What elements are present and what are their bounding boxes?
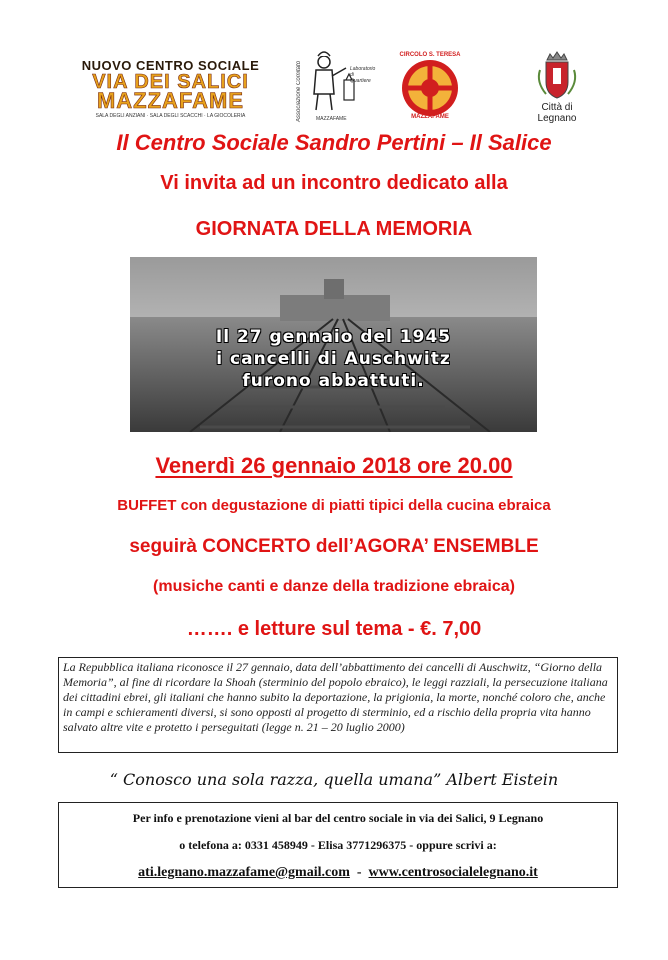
page-title: Il Centro Sociale Sandro Pertini – Il Salice [116, 130, 552, 155]
mazzafame-logo-line1: NUOVO CENTRO SOCIALE [81, 58, 260, 73]
comitato-logo-vertical: Associazione Comitato [296, 60, 302, 122]
buffet-line: BUFFET con degustazione di piatti tipici della cucina ebraica [117, 497, 551, 514]
invite-line: Vi invita ad un incontro dedicato alla [160, 172, 508, 194]
photo-caption [130, 257, 537, 432]
concert-line: seguirà CONCERTO dell’AGORA’ ENSEMBLE [129, 536, 539, 557]
photo-caption-line2: i cancelli di Auschwitz [216, 349, 451, 369]
memory-day-info-text: La Repubblica italiana riconosce il 27 gennaio, data dell’abbattimento dei cancelli di Auschwitz, “Giorno della Memoria”, al fine di ricordare la Shoah (sterminio del popolo ebraico), le leggi razziali, la persecuzione italiana dei cittadini ebrei, gli italiani che hanno subito la deportazione, la prigionia, la morte, nonché coloro che, anche in campi e schieramenti diversi, si sono opposti al progetto di sterminio, ed a rischio della propria vita hanno salvato altre vite e protetto i perseguitati (legge n. 21 – 20 luglio 2000) [63, 660, 608, 734]
photo-caption-line3: furono abbattuti. [242, 371, 425, 391]
chef-figure-icon [296, 46, 376, 124]
circolo-logo-bottom: MAZZAFAME [411, 114, 449, 120]
mazzafame-logo [78, 58, 263, 130]
comitato-logo-sub: Laboratorio di Quartiere [350, 66, 376, 84]
einstein-quote: “ Conosco una sola razza, quella umana” Albert Eistein [109, 770, 559, 789]
contact-separator: - [349, 865, 369, 880]
coat-of-arms-icon [522, 50, 592, 102]
readings-price-line: ……. e letture sul tema - €. 7,00 [186, 618, 482, 640]
comitato-logo-bottom: MAZZAFAME [316, 116, 347, 122]
contact-address: Per info e prenotazione vieni al bar del centro sociale in via dei Salici, 9 Legnano [132, 811, 544, 825]
comitato-logo [296, 46, 376, 124]
logo-strip [0, 40, 668, 124]
mazzafame-logo-line4: SALA DEGLI ANZIANI · SALA DEGLI SCACCHI · LA GIOCOLERIA [95, 113, 246, 119]
event-name: GIORNATA DELLA MEMORIA [195, 218, 473, 240]
contact-phone: o telefona a: 0331 458949 - Elisa 3771296375 - oppure scrivi a: [179, 838, 497, 852]
mazzafame-logo-line3: MAZZAFAME [96, 88, 245, 113]
contact-links [59, 865, 617, 881]
mazzafame-logo-line2: VIA DEI SALICI [92, 71, 249, 93]
website-link[interactable]: www.centrosocialelegnano.it [368, 865, 538, 880]
circolo-logo-top: CIRCOLO S. TERESA [399, 52, 461, 58]
contact-box [58, 802, 618, 888]
memory-day-info-box [58, 657, 618, 753]
email-link[interactable]: ati.legnano.mazzafame@gmail.com [138, 865, 350, 880]
event-date [0, 453, 668, 479]
circolo-logo [389, 48, 471, 126]
event-date-text: Venerdì 26 gennaio 2018 ore 20.00 [155, 453, 513, 478]
legnano-logo [522, 50, 592, 128]
photo-caption-line1: Il 27 gennaio del 1945 [215, 327, 452, 347]
music-line: (musiche canti e danze della tradizione ebraica) [153, 578, 515, 595]
legnano-logo-caption: Città di Legnano [537, 102, 577, 124]
